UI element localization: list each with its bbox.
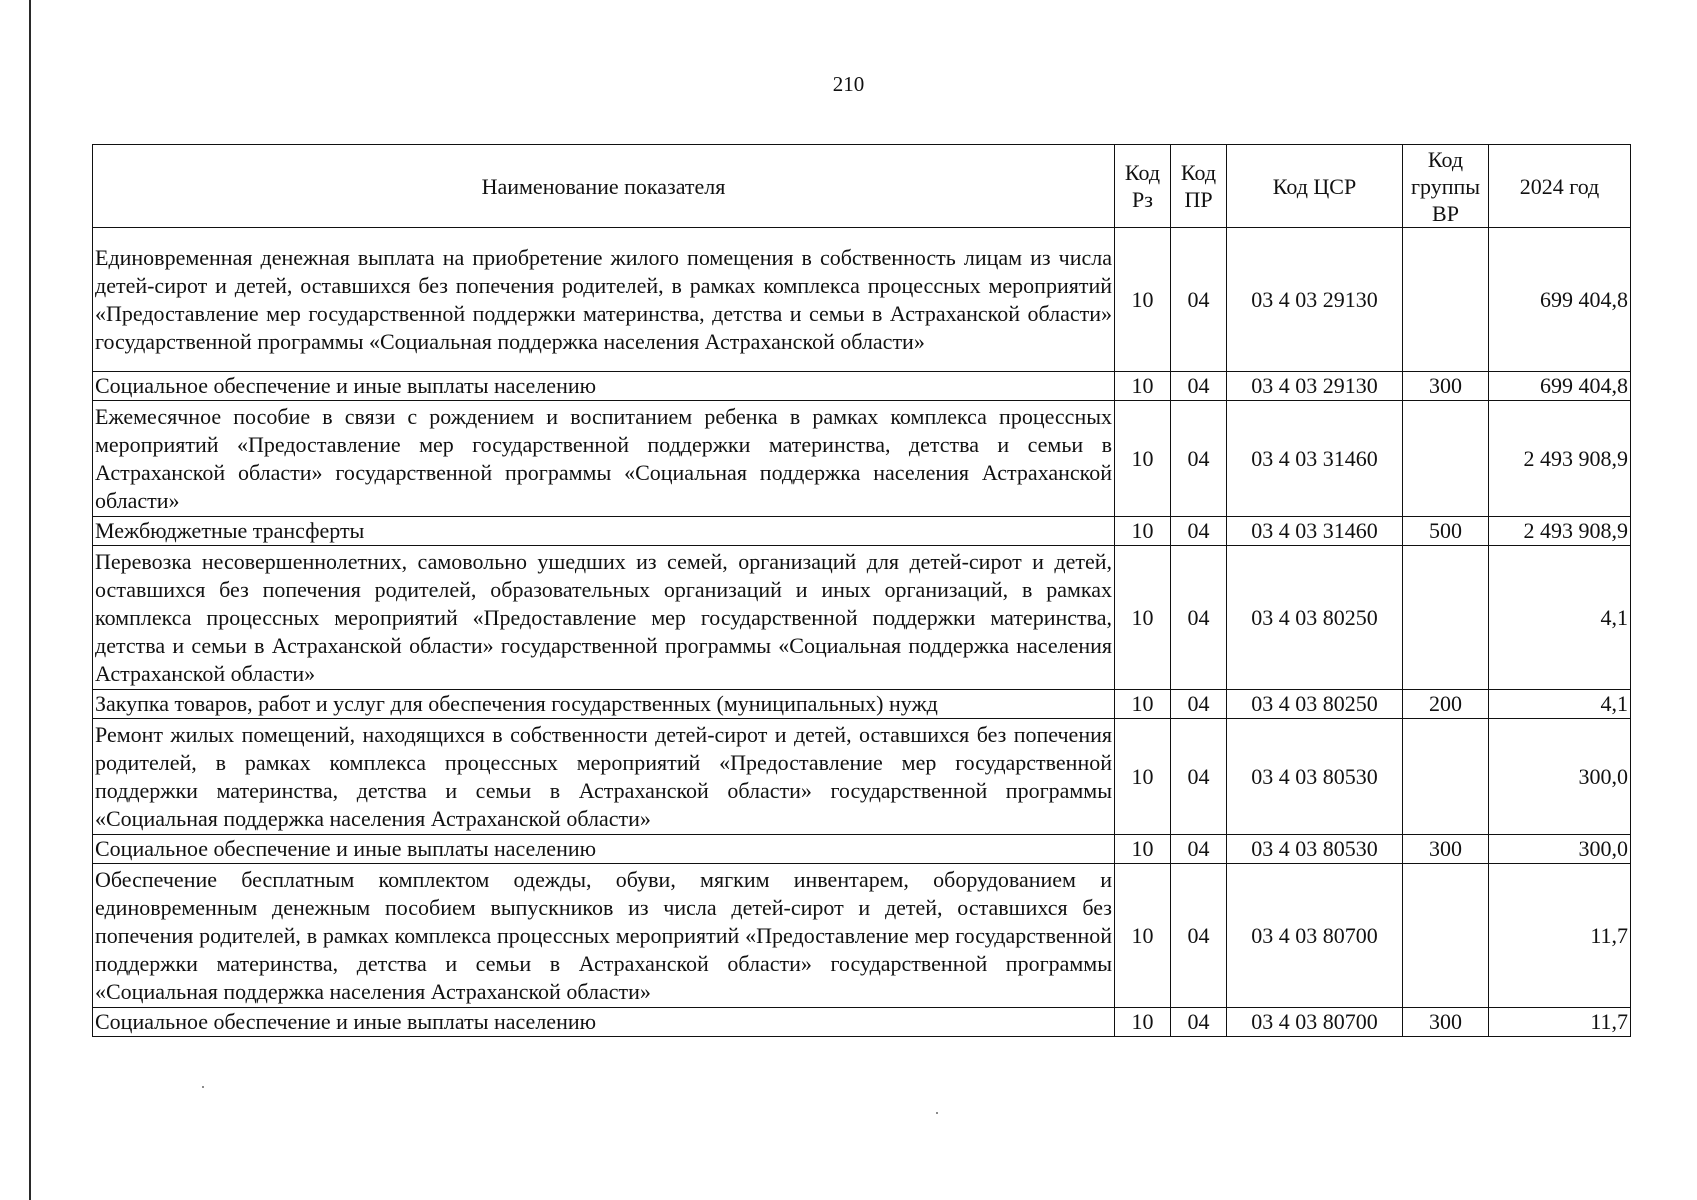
row-rz: 10 bbox=[1115, 228, 1171, 372]
row-rz: 10 bbox=[1115, 864, 1171, 1008]
row-name: Социальное обеспечение и иные выплаты населению bbox=[93, 372, 1115, 401]
table-body bbox=[93, 228, 1631, 1037]
row-amount: 4,1 bbox=[1489, 546, 1631, 690]
row-pr: 04 bbox=[1171, 864, 1227, 1008]
row-csr: 03 4 03 80530 bbox=[1227, 719, 1403, 835]
table-header bbox=[93, 145, 1631, 228]
row-rz: 10 bbox=[1115, 1008, 1171, 1037]
table-row bbox=[93, 864, 1631, 1008]
row-rz: 10 bbox=[1115, 835, 1171, 864]
row-csr: 03 4 03 80530 bbox=[1227, 835, 1403, 864]
row-pr: 04 bbox=[1171, 835, 1227, 864]
row-amount: 300,0 bbox=[1489, 719, 1631, 835]
row-csr: 03 4 03 80250 bbox=[1227, 546, 1403, 690]
header-rz: Код Рз bbox=[1115, 145, 1171, 228]
row-vr: 300 bbox=[1403, 1008, 1489, 1037]
row-csr: 03 4 03 31460 bbox=[1227, 401, 1403, 517]
row-csr: 03 4 03 80700 bbox=[1227, 1008, 1403, 1037]
row-rz: 10 bbox=[1115, 690, 1171, 719]
row-csr: 03 4 03 29130 bbox=[1227, 228, 1403, 372]
row-name: Единовременная денежная выплата на приобретение жилого помещения в собственность лицам из числа детей-сирот и детей, оставшихся без попечения родителей, в рамках комплекса процессных мероприятий «Предоставление мер государственной поддержки материнства, детства и семьи в Астраханской области» государственной программы «Социальная поддержка населения Астраханской области» bbox=[93, 228, 1115, 372]
header-year: 2024 год bbox=[1489, 145, 1631, 228]
header-vr: Код группы ВР bbox=[1403, 145, 1489, 228]
row-pr: 04 bbox=[1171, 401, 1227, 517]
row-csr: 03 4 03 29130 bbox=[1227, 372, 1403, 401]
table-row bbox=[93, 719, 1631, 835]
row-amount: 699 404,8 bbox=[1489, 228, 1631, 372]
row-vr bbox=[1403, 228, 1489, 372]
row-vr bbox=[1403, 864, 1489, 1008]
row-name: Ремонт жилых помещений, находящихся в собственности детей-сирот и детей, оставшихся без попечения родителей, в рамках комплекса процессных мероприятий «Предоставление мер государственной поддержки материнства, детства и семьи в Астраханской области» государственной программы «Социальная поддержка населения Астраханской области» bbox=[93, 719, 1115, 835]
table-row bbox=[93, 1008, 1631, 1037]
row-csr: 03 4 03 31460 bbox=[1227, 517, 1403, 546]
row-csr: 03 4 03 80700 bbox=[1227, 864, 1403, 1008]
row-rz: 10 bbox=[1115, 719, 1171, 835]
row-pr: 04 bbox=[1171, 546, 1227, 690]
row-rz: 10 bbox=[1115, 372, 1171, 401]
row-name: Обеспечение бесплатным комплектом одежды, обуви, мягким инвентарем, оборудованием и единовременным денежным пособием выпускников из числа детей-сирот и детей, оставшихся без попечения родителей, в рамках комплекса процессных мероприятий «Предоставление мер государственной поддержки материнства, детства и семьи в Астраханской области» государственной программы «Социальная поддержка населения Астраханской области» bbox=[93, 864, 1115, 1008]
row-pr: 04 bbox=[1171, 1008, 1227, 1037]
table-row bbox=[93, 517, 1631, 546]
row-amount: 2 493 908,9 bbox=[1489, 401, 1631, 517]
row-name: Ежемесячное пособие в связи с рождением и воспитанием ребенка в рамках комплекса процессных мероприятий «Предоставление мер государственной поддержки материнства, детства и семьи в Астраханской области» государственной программы «Социальная поддержка населения Астраханской области» bbox=[93, 401, 1115, 517]
table-row bbox=[93, 690, 1631, 719]
budget-table bbox=[92, 144, 1631, 1037]
row-vr bbox=[1403, 401, 1489, 517]
row-vr: 300 bbox=[1403, 372, 1489, 401]
row-pr: 04 bbox=[1171, 228, 1227, 372]
header-row bbox=[93, 145, 1631, 228]
row-vr bbox=[1403, 719, 1489, 835]
row-vr: 200 bbox=[1403, 690, 1489, 719]
page-number: 210 bbox=[832, 72, 865, 96]
row-rz: 10 bbox=[1115, 517, 1171, 546]
row-pr: 04 bbox=[1171, 719, 1227, 835]
header-name: Наименование показателя bbox=[93, 145, 1115, 228]
row-name: Межбюджетные трансферты bbox=[93, 517, 1115, 546]
table-row bbox=[93, 546, 1631, 690]
row-amount: 11,7 bbox=[1489, 1008, 1631, 1037]
scan-edge-line bbox=[29, 0, 31, 1200]
scan-speck bbox=[202, 1086, 204, 1088]
table-row bbox=[93, 372, 1631, 401]
row-csr: 03 4 03 80250 bbox=[1227, 690, 1403, 719]
row-amount: 699 404,8 bbox=[1489, 372, 1631, 401]
row-name: Социальное обеспечение и иные выплаты населению bbox=[93, 835, 1115, 864]
row-amount: 300,0 bbox=[1489, 835, 1631, 864]
row-name: Социальное обеспечение и иные выплаты населению bbox=[93, 1008, 1115, 1037]
row-amount: 2 493 908,9 bbox=[1489, 517, 1631, 546]
row-vr: 500 bbox=[1403, 517, 1489, 546]
header-pr: Код ПР bbox=[1171, 145, 1227, 228]
row-name: Закупка товаров, работ и услуг для обеспечения государственных (муниципальных) нужд bbox=[93, 690, 1115, 719]
row-vr: 300 bbox=[1403, 835, 1489, 864]
row-pr: 04 bbox=[1171, 690, 1227, 719]
scan-speck bbox=[936, 1112, 938, 1114]
row-rz: 10 bbox=[1115, 546, 1171, 690]
table-row bbox=[93, 835, 1631, 864]
table-row bbox=[93, 228, 1631, 372]
row-pr: 04 bbox=[1171, 517, 1227, 546]
row-vr bbox=[1403, 546, 1489, 690]
row-rz: 10 bbox=[1115, 401, 1171, 517]
row-pr: 04 bbox=[1171, 372, 1227, 401]
row-amount: 11,7 bbox=[1489, 864, 1631, 1008]
row-amount: 4,1 bbox=[1489, 690, 1631, 719]
row-name: Перевозка несовершеннолетних, самовольно ушедших из семей, организаций для детей-сирот и детей, оставшихся без попечения родителей, образовательных организаций и иных организаций, в рамках комплекса процессных мероприятий «Предоставление мер государственной поддержки материнства, детства и семьи в Астраханской области» государственной программы «Социальная поддержка населения Астраханской области» bbox=[93, 546, 1115, 690]
header-csr: Код ЦСР bbox=[1227, 145, 1403, 228]
table-row bbox=[93, 401, 1631, 517]
